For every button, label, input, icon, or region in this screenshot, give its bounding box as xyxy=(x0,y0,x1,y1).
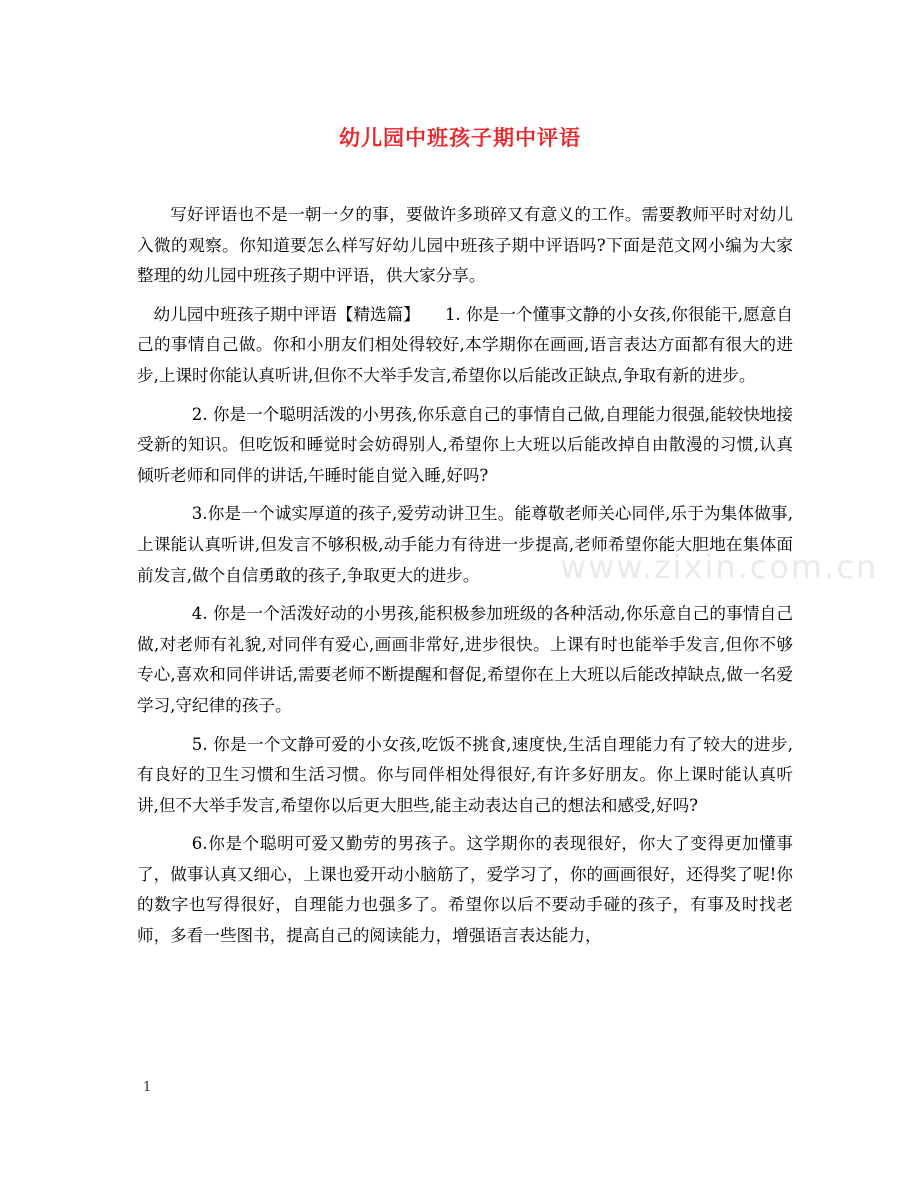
comment-paragraph-1: 幼儿园中班孩子期中评语【精选篇】 1. 你是一个懂事文静的小女孩,你很能干,愿意自己的事情自己做。你和小朋友们相处得较好,本学期你在画画,语言表达方面都有很大的进步,上课时你能认真听讲,但你不大举手发言,希望你以后能改正缺点,争取有新的进步。 xyxy=(137,304,793,385)
document-body xyxy=(137,200,793,960)
watermark: www.zixin.com.cn xyxy=(560,548,879,586)
intro-paragraph: 写好评语也不是一朝一夕的事，要做许多琐碎又有意义的工作。需要教师平时对幼儿入微的观察。你知道要怎么样写好幼儿园中班孩子期中评语吗?下面是范文网小编为大家整理的幼儿园中班孩子期中评语，供大家分享。 xyxy=(137,205,793,286)
comment-paragraph-5: 5. 你是一个文静可爱的小女孩,吃饭不挑食,速度快,生活自理能力有了较大的进步,有良好的卫生习惯和生活习惯。你与同伴相处得很好,有许多好朋友。你上课时能认真听讲,但不大举手发言,希望你以后更大胆些,能主动表达自己的想法和感受,好吗? xyxy=(137,734,793,815)
comment-paragraph-2: 2. 你是一个聪明活泼的小男孩,你乐意自己的事情自己做,自理能力很强,能较快地接受新的知识。但吃饭和睡觉时会妨碍别人,希望你上大班以后能改掉自由散漫的习惯,认真倾听老师和同伴的讲话,午睡时能自觉入睡,好吗? xyxy=(137,404,793,485)
comment-paragraph-6: 6.你是个聪明可爱又勤劳的男孩子。这学期你的表现很好，你大了变得更加懂事了，做事认真又细心，上课也爱开动小脑筋了，爱学习了，你的画画很好，还得奖了呢!你的数字也写得很好，自理能力也强多了。希望你以后不要动手碰的孩子，有事及时找老师，多看一些图书，提高自己的阅读能力，增强语言表达能力， xyxy=(137,834,793,946)
comment-paragraph-4: 4. 你是一个活泼好动的小男孩,能积极参加班级的各种活动,你乐意自己的事情自己做,对老师有礼貌,对同伴有爱心,画画非常好,进步很快。上课有时也能举手发言,但你不够专心,喜欢和同伴讲话,需要老师不断提醒和督促,希望你在上大班以后能改掉缺点,做一名爱学习,守纪律的孩子。 xyxy=(137,604,793,715)
comment-paragraph-3: 3.你是一个诚实厚道的孩子,爱劳动讲卫生。能尊敬老师关心同伴,乐于为集体做事,上课能认真听讲,但发言不够积极,动手能力有待进一步提高,老师希望你能大胆地在集体面前发言,做个自信勇敢的孩子,争取更大的进步。 xyxy=(137,504,793,585)
page-number: 1 xyxy=(143,1080,152,1095)
document-title: 幼儿园中班孩子期中评语 xyxy=(339,125,581,150)
